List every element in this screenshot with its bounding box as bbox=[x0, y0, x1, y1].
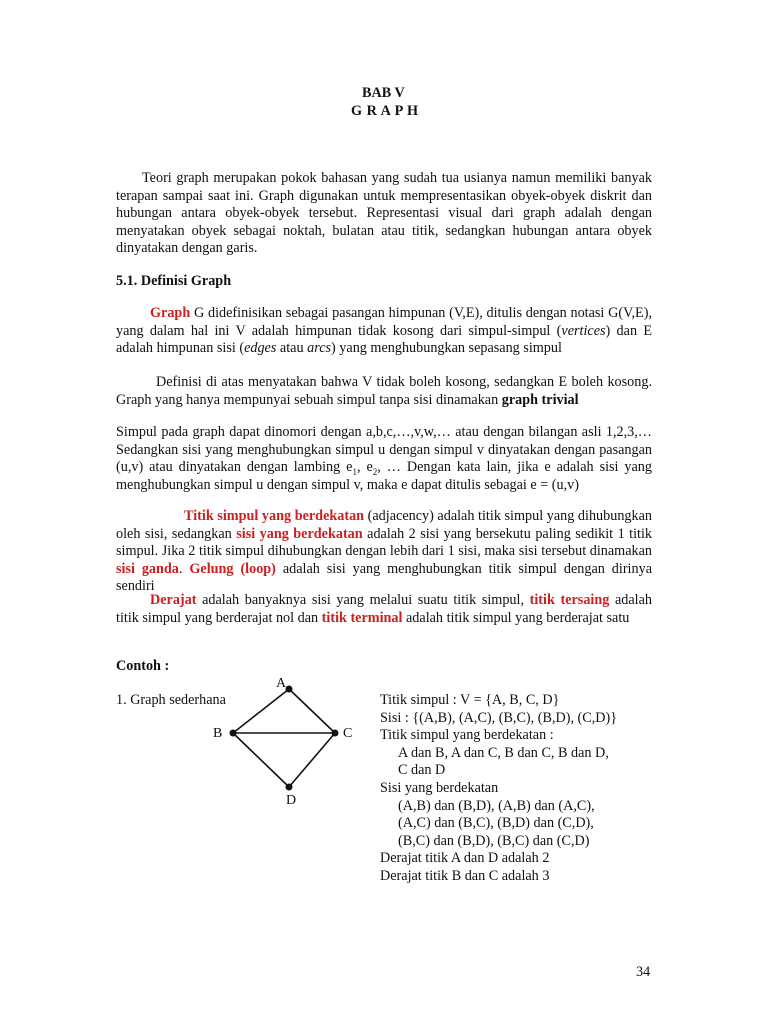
vertex-label-B: B bbox=[213, 726, 223, 741]
term-edges: edges bbox=[244, 340, 277, 357]
vertex-set-line: Titik simpul : V = {A, B, C, D} bbox=[380, 692, 560, 708]
term-adjacent-edge: sisi yang berdekatan bbox=[236, 525, 363, 542]
term-arcs: arcs bbox=[307, 340, 332, 357]
vertex-label-A: A bbox=[276, 676, 287, 691]
numbering-paragraph: Simpul pada graph dapat dinomori dengan a,b,c,…,v,w,… atau dengan bilangan asli 1,2,3,… Sedangkan sisi yang menghubungkan simpul u dengan simpul v dinyatakan dengan pasangan (u,v) atau dinyatakan dengan lambing $e_1$, $e_2$, … Dengan kata lain, jika e adalah sisi yang menghubungkan simpul u dengan simpul v, maka e dapat ditulis sebagai e = (u,v) bbox=[116, 424, 652, 493]
term-loop: Gelung (loop) bbox=[189, 560, 276, 577]
definition-paragraph: Graph G didefinisikan sebagai pasangan himpunan (V,E), ditulis dengan notasi G(V,E), yang dalam hal ini V adalah himpunan tidak kosong dari simpul-simpul (vertices) dan E adalah himpunan sisi (edges atau arcs) yang menghubungkan sepasang simpul bbox=[116, 305, 652, 357]
adjacency-paragraph: Titik simpul yang berdekatan (adjacency) adalah titik simpul yang dihubungkan oleh sisi, sedangkan sisi yang berdekatan adalah 2 sisi yang bersekutu paling sedikit 1 titik simpul. Jika 2 titik simpul dihubungkan dengan lebih dari 1 sisi, maka sisi tersebut dinamakan sisi ganda. Gelung (loop) adalah sisi yang menghubungkan titik simpul dengan dirinya sendiri bbox=[116, 508, 653, 595]
edge-set-line: Sisi : {(A,B), (A,C), (B,C), (B,D), (C,D)} bbox=[380, 709, 618, 726]
vertex-D bbox=[286, 784, 293, 791]
term-graph: Graph bbox=[150, 305, 191, 321]
edge-C-D bbox=[289, 733, 335, 787]
adjacent-vertices-line-2: C dan D bbox=[398, 762, 446, 779]
nonempty-paragraph: Definisi di atas menyatakan bahwa V tidak boleh kosong, sedangkan E boleh kosong. Graph yang hanya mempunyai sebuah simpul tanpa sisi dinamakan graph trivial bbox=[116, 374, 652, 408]
adjacent-edges-heading: Sisi yang berdekatan bbox=[380, 779, 499, 796]
edge-B-D bbox=[233, 733, 289, 787]
term-graph-trivial: graph trivial bbox=[501, 391, 579, 408]
term-adjacent-vertex: Titik simpul yang berdekatan bbox=[184, 508, 365, 524]
vertex-label-D: D bbox=[286, 793, 297, 808]
chapter-label: BAB V bbox=[362, 85, 405, 101]
degree-paragraph: Derajat adalah banyaknya sisi yang melalui suatu titik simpul, titik tersaing adalah titik simpul yang berderajat nol dan titik terminal adalah titik simpul yang berderajat satu bbox=[116, 592, 652, 626]
intro-paragraph bbox=[116, 170, 652, 258]
degree-line-1: Derajat titik A dan D adalah 2 bbox=[380, 850, 550, 867]
edge-A-B bbox=[233, 689, 289, 733]
vertex-label-C: C bbox=[343, 726, 353, 741]
term-degree: Derajat bbox=[150, 592, 197, 608]
degree-line-2: Derajat titik B dan C adalah 3 bbox=[380, 867, 550, 884]
example-heading: Contoh : bbox=[116, 658, 170, 674]
vertex-C bbox=[332, 730, 339, 737]
example-details bbox=[380, 692, 617, 886]
adjacent-edges-line-1: (A,B) dan (B,D), (A,B) dan (A,C), bbox=[398, 797, 595, 814]
vertex-B bbox=[230, 730, 237, 737]
adjacent-vertices-line-1: A dan B, A dan C, B dan C, B dan D, bbox=[398, 744, 609, 761]
term-terminal-vertex: titik terminal bbox=[321, 609, 403, 626]
adjacent-edges-line-3: (B,C) dan (B,D), (B,C) dan (C,D) bbox=[398, 832, 590, 849]
chapter-title: G R A P H bbox=[351, 103, 419, 119]
adjacent-vertices-heading: Titik simpul yang berdekatan : bbox=[380, 727, 554, 744]
page-number: 34 bbox=[636, 964, 651, 980]
example-item: 1. Graph sederhana bbox=[116, 692, 226, 708]
intro-text: Teori graph merupakan pokok bahasan yang sudah tua usianya namun memiliki banyak terapan sampai saat ini. Graph digunakan untuk mempresentasikan obyek-obyek diskrit dan hubungan antara obyek-obyek tersebut. Representasi visual dari graph adalah dengan menyatakan obyek sebagai noktah, bulatan atau titik, sedangkan hubungan antara obyek dinyatakan dengan garis. bbox=[116, 170, 652, 257]
term-multi-edge: sisi ganda bbox=[116, 560, 179, 577]
term-vertices: vertices bbox=[561, 322, 606, 339]
edge-A-C bbox=[289, 689, 335, 733]
term-isolated-vertex: titik tersaing bbox=[529, 592, 610, 608]
adjacent-edges-line-2: (A,C) dan (B,C), (B,D) dan (C,D), bbox=[398, 815, 594, 832]
vertex-A bbox=[286, 686, 293, 693]
section-heading: 5.1. Definisi Graph bbox=[116, 273, 232, 289]
